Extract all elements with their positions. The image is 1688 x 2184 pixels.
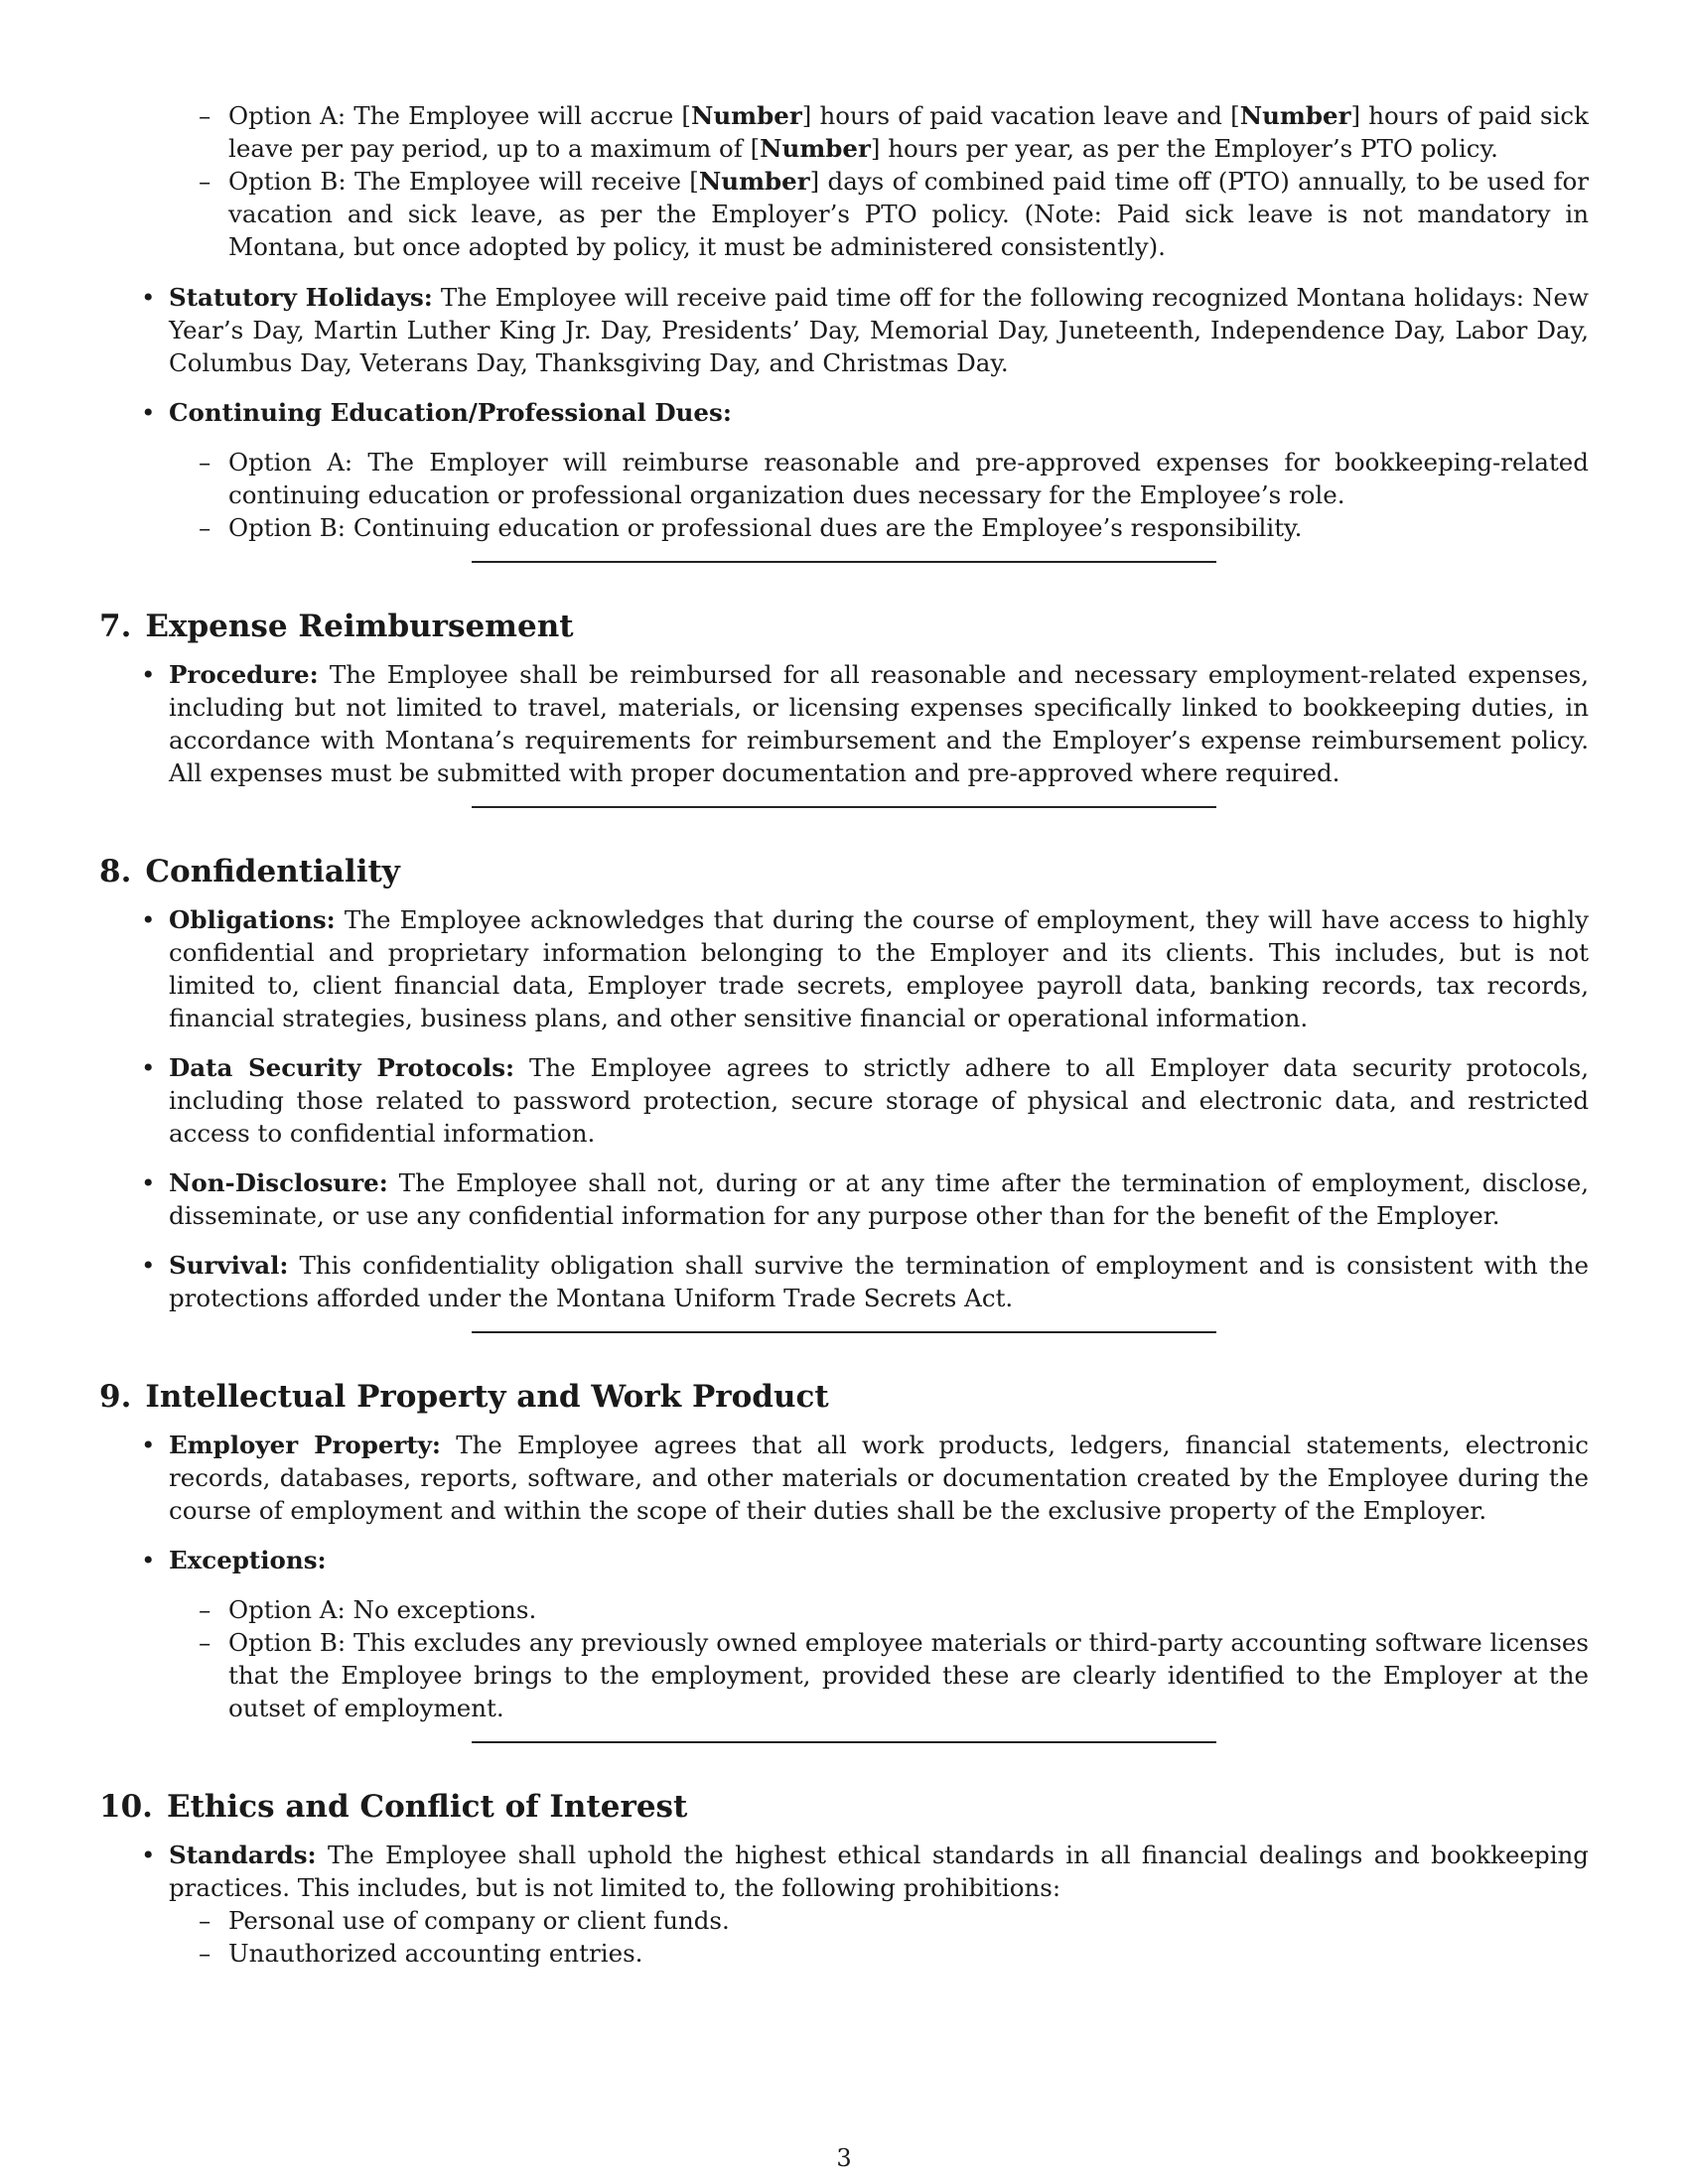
pto-option-b: – Option B: The Employee will receive [Number] days of combined paid time off (PTO) annually, to be used for vacation and sick leave, as per the Employer’s PTO policy. (Note: Paid sick leave is not mandatory in Montana, but once adopted by policy, it must be administered consistently).	[228, 165, 1589, 263]
exceptions-item: • Exceptions: – Option A: No exceptions. – Option B: This excludes any previously owned employee materials or third-party accounting software licenses that the Employee brings to the employment, provided these are clearly identified to the Employer at the outset of employment.	[169, 1544, 1589, 1724]
benefits-list	[99, 281, 1589, 544]
section-9-heading: 9. Intellectual Property and Work Product	[99, 1379, 829, 1415]
section-7-list	[99, 658, 1589, 789]
prohibition-item: – Unauthorized accounting entries.	[228, 1937, 1589, 1970]
procedure-item: • Procedure: The Employee shall be reimbursed for all reasonable and necessary employment-related expenses, including but not limited to travel, materials, or licensing expenses specifically linked to bookkeeping duties, in accordance with Montana’s requirements for reimbursement and the Employer’s expense reimbursement policy. All expenses must be submitted with proper documentation and pre-approved where required.	[169, 658, 1589, 789]
obligations-item: • Obligations: The Employee acknowledges that during the course of employment, they will have access to highly confidential and proprietary information belonging to the Employer and its clients. This includes, but is not limited to, client financial data, Employer trade secrets, employee payroll data, banking records, tax records, financial strategies, business plans, and other sensitive financial or operational information.	[169, 903, 1589, 1034]
standards-item: • Standards: The Employee shall uphold the highest ethical standards in all financial dealings and bookkeeping practices. This includes, but is not limited to, the following prohibitions: – Personal use of company or client funds. – Unauthorized accounting entries.	[169, 1839, 1589, 1970]
prohibitions-list	[169, 1904, 1589, 1970]
section-7-heading: 7. Expense Reimbursement	[99, 609, 574, 644]
document-page	[99, 99, 1589, 1986]
continuing-education-item: • Continuing Education/Professional Dues: – Option A: The Employer will reimburse reasonable and pre-approved expenses for bookkeeping-related continuing education or professional organization dues necessary for the Employee’s role. – Option B: Continuing education or professional dues are the Employee’s responsibility.	[169, 396, 1589, 544]
employer-property-item: • Employer Property: The Employee agrees that all work products, ledgers, financial statements, electronic records, databases, reports, software, and other materials or documentation created by the Employee during the course of employment and within the scope of their duties shall be the exclusive property of the Employer.	[169, 1429, 1589, 1527]
non-disclosure-item: • Non-Disclosure: The Employee shall not, during or at any time after the termination of employment, disclose, disseminate, or use any confidential information for any purpose other than for the benefit of the Employer.	[169, 1166, 1589, 1232]
education-option-b: – Option B: Continuing education or professional dues are the Employee’s responsibility.	[228, 511, 1589, 544]
section-8-heading: 8. Confidentiality	[99, 854, 400, 889]
pto-option-a: – Option A: The Employee will accrue [Number] hours of paid vacation leave and [Number] hours of paid sick leave per pay period, up to a maximum of [Number] hours per year, as per the Employer’s PTO policy.	[228, 99, 1589, 165]
section-10-heading: 10. Ethics and Conflict of Interest	[99, 1789, 688, 1825]
exceptions-option-b: – Option B: This excludes any previously owned employee materials or third-party accounting software licenses that the Employee brings to the employment, provided these are clearly identified to the Employer at the outset of employment.	[228, 1626, 1589, 1724]
section-divider	[472, 806, 1216, 808]
statutory-holidays-item: • Statutory Holidays: The Employee will receive paid time off for the following recognized Montana holidays: New Year’s Day, Martin Luther King Jr. Day, Presidents’ Day, Memorial Day, Juneteenth, Independence Day, Labor Day, Columbus Day, Veterans Day, Thanksgiving Day, and Christmas Day.	[169, 281, 1589, 379]
prohibition-item: – Personal use of company or client funds.	[228, 1904, 1589, 1937]
pto-options-list	[99, 99, 1589, 263]
section-divider	[472, 1331, 1216, 1333]
section-10-list	[99, 1839, 1589, 1970]
page-number: 3	[836, 2144, 852, 2172]
section-9-list	[99, 1429, 1589, 1724]
section-divider	[472, 561, 1216, 563]
section-divider	[472, 1741, 1216, 1743]
education-option-a: – Option A: The Employer will reimburse reasonable and pre-approved expenses for bookkeeping-related continuing education or professional organization dues necessary for the Employee’s role.	[228, 446, 1589, 511]
survival-item: • Survival: This confidentiality obligation shall survive the termination of employment and is consistent with the protections afforded under the Montana Uniform Trade Secrets Act.	[169, 1249, 1589, 1314]
data-security-item: • Data Security Protocols: The Employee agrees to strictly adhere to all Employer data security protocols, including those related to password protection, secure storage of physical and electronic data, and restricted access to confidential information.	[169, 1051, 1589, 1150]
education-options-list	[169, 446, 1589, 544]
exceptions-options-list	[169, 1593, 1589, 1724]
section-8-list	[99, 903, 1589, 1314]
exceptions-option-a: – Option A: No exceptions.	[228, 1593, 1589, 1626]
